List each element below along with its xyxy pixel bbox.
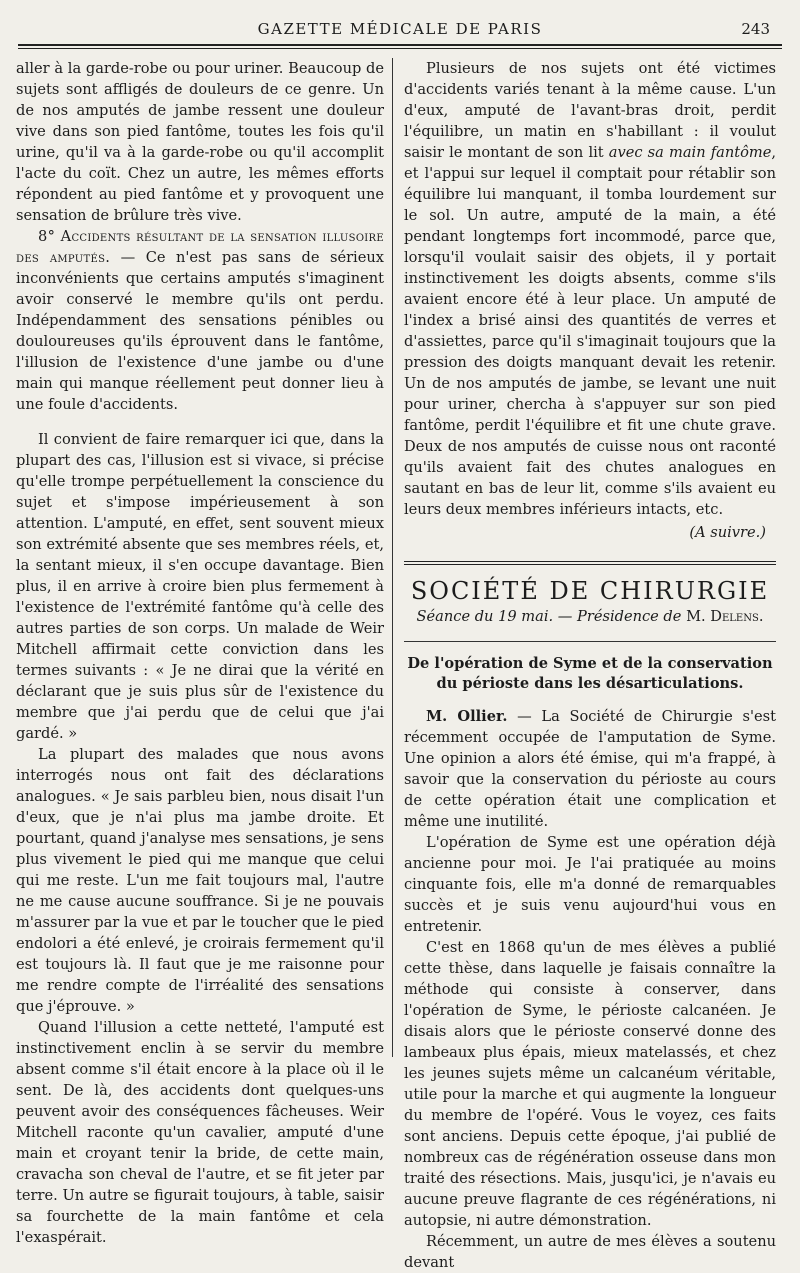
speaker-name: M. Ollier. [426, 708, 508, 725]
session-date: Séance du 19 mai. — Présidence de [416, 608, 687, 625]
header-rule [18, 44, 782, 49]
paragraph [16, 226, 384, 415]
article-title: De l'opération de Syme et de la conservation du périoste dans les désarticulations. [407, 655, 773, 692]
left-column [16, 58, 384, 1246]
emphasis-text: avec sa main fantôme [608, 144, 772, 161]
paragraph-text: — La Société de Chirurgie s'est récemment occupée de l'amputation de Syme. Une opinion a alors été émise, qui m'a frappé, à savoir que la conservation du périoste au cours de cette opération était une complication et même une inutilité. [404, 708, 776, 830]
paragraph: Il convient de faire remarquer ici que, dans la plupart des cas, l'illusion est si vivace, si précise qu'elle trompe perpétuellement la conscience du sujet et s'impose impérieusement à son attention. L'amputé, en effet, sent souvent mieux son extrémité absente que ses membres réels, et, la sentant mieux, il s'en occupe davantage. Bien plus, il en arrive à croire bien plus fermement à l'existence de l'extrémité fantôme qu'à celle des autres parties de son corps. Un malade de Weir Mitchell affirmait cette conviction dans les termes suivants : « Je ne dirai que la vérité en déclarant que je suis plus sûr de l'existence du membre que j'ai perdu que de celui que j'ai gardé. » [16, 431, 384, 742]
page-header [18, 18, 782, 42]
paragraph [404, 58, 776, 520]
society-title: SOCIÉTÉ DE CHIRURGIE [410, 577, 770, 605]
paragraph: L'opération de Syme est une opération déjà ancienne pour moi. Je l'ai pratiquée au moins cinquante fois, elle m'a donné de remarquables succès et je suis venu aujourd'hui vous en entretenir. [404, 834, 776, 935]
session-president: M. Delens. [686, 608, 764, 625]
section-separator [404, 561, 776, 565]
right-column [404, 58, 776, 1271]
paragraph-text: Plusieurs de nos sujets ont été victimes d'accidents variés tenant à la même cause. L'un d'eux, amputé de l'avant-bras droit, perdit l'équilibre, un matin en s'habillant : il voulut saisir le montant de son lit [404, 60, 776, 161]
paragraph-text: , et l'appui sur lequel il comptait pour rétablir son équilibre lui manquant, il tomba lourdement sur le sol. Un autre, amputé de la main, a été pendant longtemps fort incommodé, parce que, lorsqu'il voulait saisir des objets, il y portait instinctivement les doigts absents, comme s'ils avaient encore été à leur place. Un amputé de l'index a brisé ainsi des quantités de verres et d'assiettes, parce qu'il s'imaginait toujours que la pression des doigts manquant devait les retenir. Un de nos amputés de jambe, se levant une nuit pour uriner, chercha à s'appuyer sur son pied fantôme, perdit l'équilibre et fit une chute grave. Deux de nos amputés de cuisse nous ont raconté qu'ils avaient fait des chutes analogues en sautant en bas de leur lit, comme s'ils avaient eu leurs deux membres inférieurs intacts, etc. [404, 144, 776, 518]
journal-title: GAZETTE MÉDICALE DE PARIS [257, 20, 543, 38]
title-separator [404, 641, 776, 642]
paragraph: C'est en 1868 qu'un de mes élèves a publié cette thèse, dans laquelle je faisais connaître la méthode qui consiste à conserver, dans l'opération de Syme, le périoste calcanéen. Je disais alors que le périoste conservé donne des lambeaux plus épais, mieux matelassés, et chez les jeunes sujets même un calcanéum véritable, utile pour la marche et qui augmente la longueur du membre de l'opéré. Vous le voyez, ces faits sont anciens. Depuis cette époque, j'ai publié de nombreux cas de régénération osseuse dans mon traité des résections. Mais, jusqu'ici, je n'avais eu aucune preuve flagrante de ces régénérations, ni autopsie, ni autre démonstration. [404, 939, 776, 1229]
paragraph: Récemment, un autre de mes élèves a soutenu devant [404, 1233, 776, 1271]
paragraph: Quand l'illusion a cette netteté, l'amputé est instinctivement enclin à se servir du membre absent comme s'il était encore à la place où il le sent. De là, des accidents dont quelques-uns peuvent avoir des conséquences fâcheuses. Weir Mitchell raconte qu'un cavalier, amputé d'une main et croyant tenir la bride, de cette main, cravacha son cheval de l'autre, et se fit jeter par terre. Un autre se figurait toujours, à table, saisir sa fourchette de la main fantôme et cela l'exaspérait. [16, 1019, 384, 1246]
paragraph: aller à la garde-robe ou pour uriner. Beaucoup de sujets sont affligés de douleurs de ce genre. Un de nos amputés de jambe ressent une douleur vive dans son pied fantôme, toutes les fois qu'il urine, qu'il va à la garde-robe ou qu'il accomplit l'acte du coït. Chez un autre, les mêmes efforts répondent au pied fantôme et y provoquent une sensation de brûlure très vive. [16, 60, 384, 224]
page-number: 243 [741, 20, 770, 38]
column-divider [392, 58, 393, 1057]
paragraph [404, 706, 776, 832]
paragraph-text: — Ce n'est pas sans de sérieux inconvénients que certains amputés s'imaginent avoir conservé le membre qu'ils ont perdu. Indépendamment des sensations pénibles ou douloureuses qu'ils éprouvent dans le fantôme, l'illusion de l'existence d'une jambe ou d'une main qui manque réellement peut donner lieu à une foule d'accidents. [16, 249, 384, 413]
session-line [404, 606, 776, 627]
section-heading: 8° Accidents résultant de la sensation illusoire des amputés. [16, 228, 384, 266]
to-be-continued: (A suivre.) [689, 524, 766, 541]
paragraph: La plupart des malades que nous avons interrogés nous ont fait des déclarations analogues. « Je sais parbleu bien, nous disait l'un d'eux, que je n'ai plus ma jambe droite. Et pourtant, quand j'analyse mes sensations, je sens plus vivement le pied qui me manque que celui qui me reste. L'un me fait toujours mal, l'autre ne me cause aucune souffrance. Si je ne pouvais m'assurer par la vue et par le toucher que le pied endolori a été enlevé, je croirais fermement qu'il est toujours là. Il faut que je me raisonne pour me rendre compte de l'irréalité des sensations que j'éprouve. » [16, 746, 384, 1015]
